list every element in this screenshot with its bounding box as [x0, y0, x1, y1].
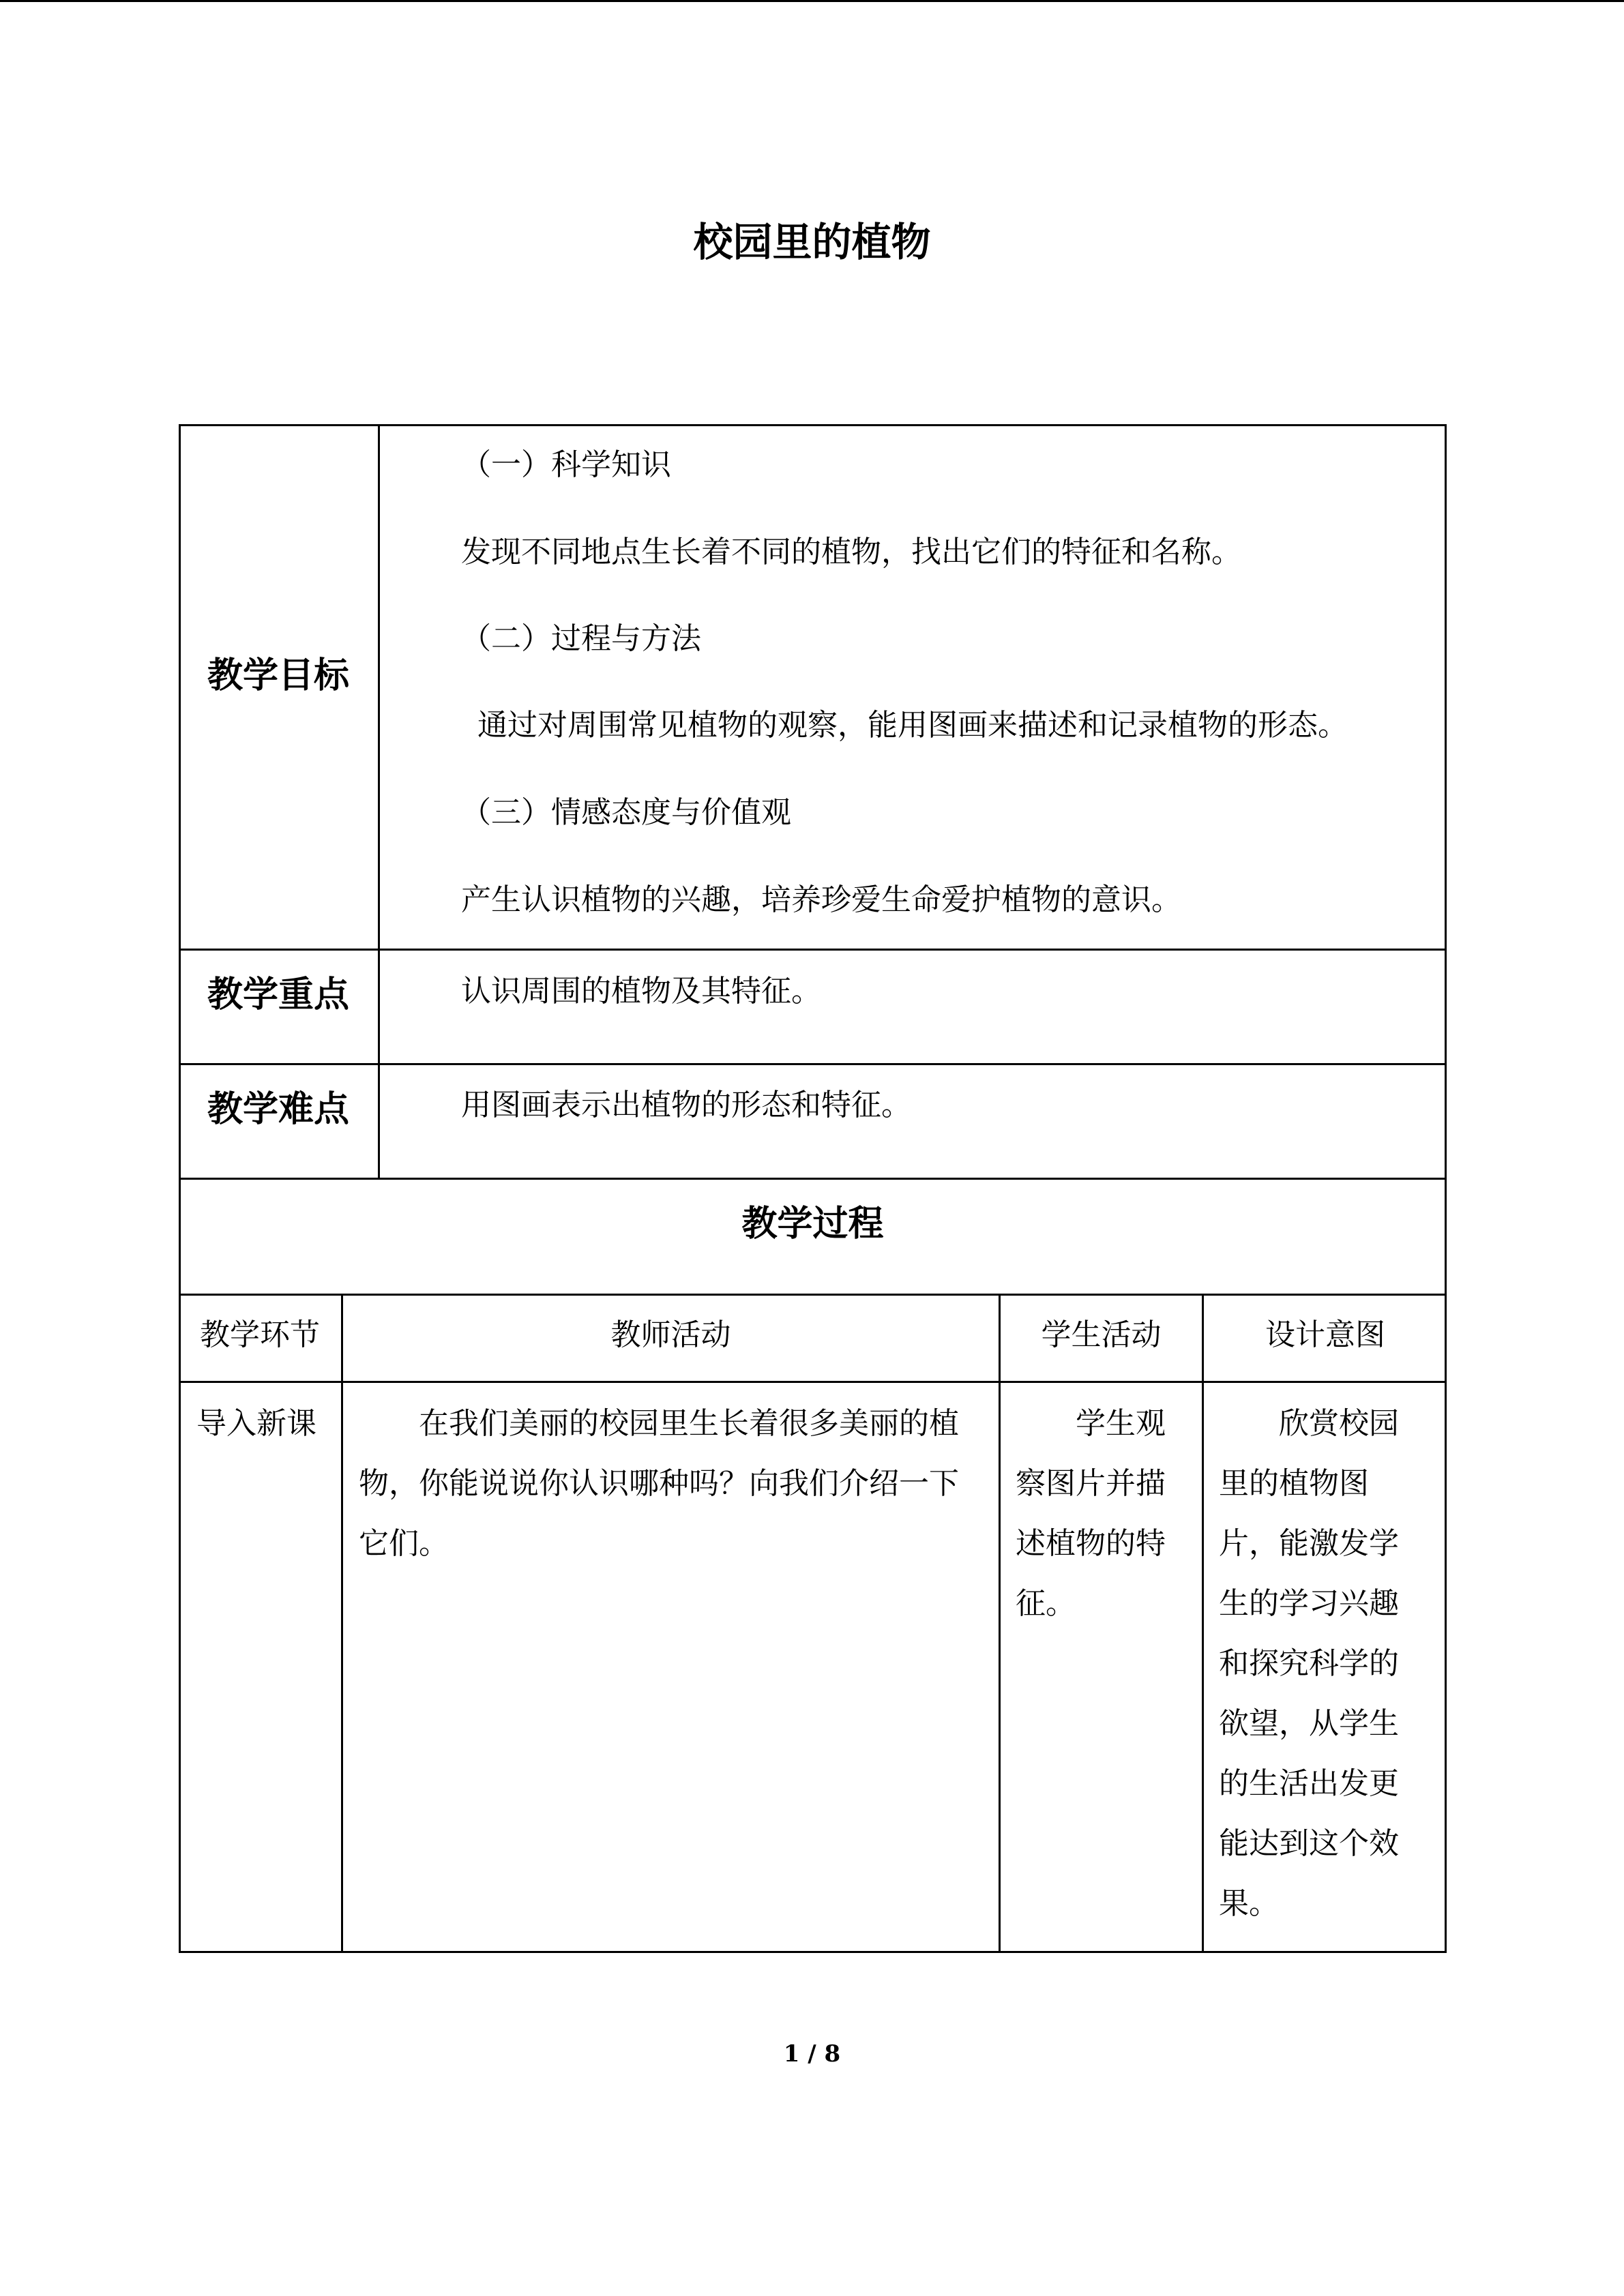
row-divider	[179, 1294, 1447, 1296]
header-intent: 设计意图	[1265, 1317, 1385, 1352]
row-divider	[179, 1178, 1447, 1180]
stage-cell: 导入新课	[196, 1406, 316, 1441]
header-teacher: 教师活动	[610, 1317, 731, 1352]
header-stage: 教学环节	[200, 1317, 320, 1352]
row-divider	[179, 1063, 1447, 1065]
difficulties-label: 教学难点	[207, 1089, 349, 1130]
key-points-text: 认识周围的植物及其特征。	[461, 974, 821, 1009]
objectives-label: 教学目标	[207, 655, 349, 696]
objective-text: 产生认识植物的兴趣，培养珍爱生命爱护植物的意识。	[461, 882, 1181, 917]
page-number: 1 / 8	[783, 2040, 841, 2068]
objective-heading: （二）过程与方法	[461, 621, 701, 656]
student-activity-cell: 学生观察图片并描述植物的特征。	[1016, 1406, 1166, 1621]
difficulties-text: 用图画表示出植物的形态和特征。	[461, 1088, 911, 1122]
header-student: 学生活动	[1041, 1317, 1162, 1352]
objective-heading: （一）科学知识	[461, 447, 671, 482]
objective-text: 通过对周围常见植物的观察，能用图画来描述和记录植物的形态。	[477, 708, 1348, 743]
teacher-activity-cell: 在我们美丽的校园里生长着很多美丽的植物，你能说说你认识哪种吗？向我们介绍一下它们。	[359, 1406, 959, 1561]
column-divider	[999, 1294, 1001, 1953]
column-divider	[1202, 1294, 1204, 1953]
process-title: 教学过程	[741, 1204, 884, 1244]
top-border	[0, 0, 1624, 2]
objective-text: 发现不同地点生长着不同的植物，找出它们的特征和名称。	[461, 535, 1241, 569]
key-points-label: 教学重点	[207, 974, 349, 1015]
objective-heading: （三）情感态度与价值观	[461, 795, 791, 830]
row-divider	[179, 1381, 1447, 1383]
page-title: 校园里的植物	[693, 219, 931, 265]
label-column-divider	[378, 424, 380, 1179]
row-divider	[179, 949, 1447, 951]
column-divider	[341, 1294, 343, 1953]
design-intent-cell: 欣赏校园里的植物图片，能激发学生的学习兴趣和探究科学的欲望，从学生的生活出发更能达到这个效果。	[1219, 1406, 1399, 1921]
